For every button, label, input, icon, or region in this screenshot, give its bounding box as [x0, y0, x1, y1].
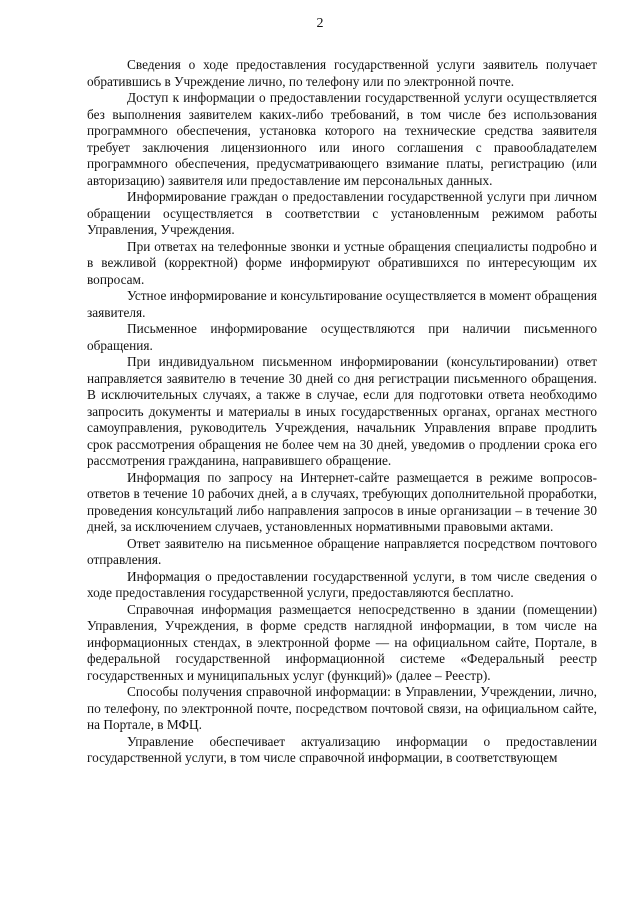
paragraph: Информирование граждан о предоставлении государственной услуги при личном обращении осуществляется в соответствии с установленным режимом работы Управления, Учреждения.	[87, 189, 597, 237]
paragraph: Письменное информирование осуществляются при наличии письменного обращения.	[87, 321, 597, 353]
paragraph: Доступ к информации о предоставлении государственной услуги осуществляется без выполнения заявителем каких-либо требований, в том числе без использования программного обеспечения, установка которого на технические средства заявителя требует заключения лицензионного или иного соглашения с правообладателем программного обеспечения, предусматривающего взимание платы, регистрацию (или авторизацию) заявителя или предоставление им персональных данных.	[87, 90, 597, 188]
body-text	[87, 57, 597, 767]
paragraph: Устное информирование и консультирование осуществляется в момент обращения заявителя.	[87, 288, 597, 320]
paragraph: Сведения о ходе предоставления государственной услуги заявитель получает обратившись в Учреждение лично, по телефону или по электронной почте.	[87, 57, 597, 89]
paragraph: При ответах на телефонные звонки и устные обращения специалисты подробно и в вежливой (корректной) форме информируют обратившихся по интересующим их вопросам.	[87, 238, 597, 287]
page-number: 2	[316, 16, 324, 31]
paragraph: Способы получения справочной информации: в Управлении, Учреждении, лично, по телефону, по электронной почте, посредством почтовой связи, на официальном сайте, на Портале, в МФЦ.	[87, 684, 597, 732]
paragraph: Ответ заявителю на письменное обращение направляется посредством почтового отправления.	[87, 535, 597, 567]
paragraph: Справочная информация размещается непосредственно в здании (помещении) Управления, Учреждения, в форме средств наглядной информации, в том числе на информационных стендах, в электронной форме — на официальном сайте, Портале, в федеральной государственной информационной системе «Федеральный реестр государственных и муниципальных услуг (функций)» (далее – Реестр).	[87, 601, 597, 683]
paragraph: Информация о предоставлении государственной услуги, в том числе сведения о ходе предоставления государственной услуги, предоставляются бесплатно.	[87, 568, 597, 600]
paragraph: Управление обеспечивает актуализацию информации о предоставлении государственной услуги, в том числе справочной информации, в соответствующем	[87, 733, 597, 765]
paragraph: При индивидуальном письменном информировании (консультировании) ответ направляется заявителю в течение 30 дней со дня регистрации письменного обращения. В исключительных случаях, а также в случае, если для подготовки ответа необходимо запросить документы и материалы в иных государственных органах, органах местного самоуправления, руководитель Учреждения, начальник Управления вправе продлить срок рассмотрения обращения не более чем на 30 дней, уведомив о продлении срока его рассмотрения гражданина, направившего обращение.	[87, 354, 597, 468]
paragraph: Информация по запросу на Интернет-сайте размещается в режиме вопросов-ответов в течение 10 рабочих дней, а в случаях, требующих дополнительной проработки, проведения консультаций либо направления запросов в иные организации – в течение 30 дней, за исключением случаев, установленных нормативными правовыми актами.	[87, 469, 597, 534]
